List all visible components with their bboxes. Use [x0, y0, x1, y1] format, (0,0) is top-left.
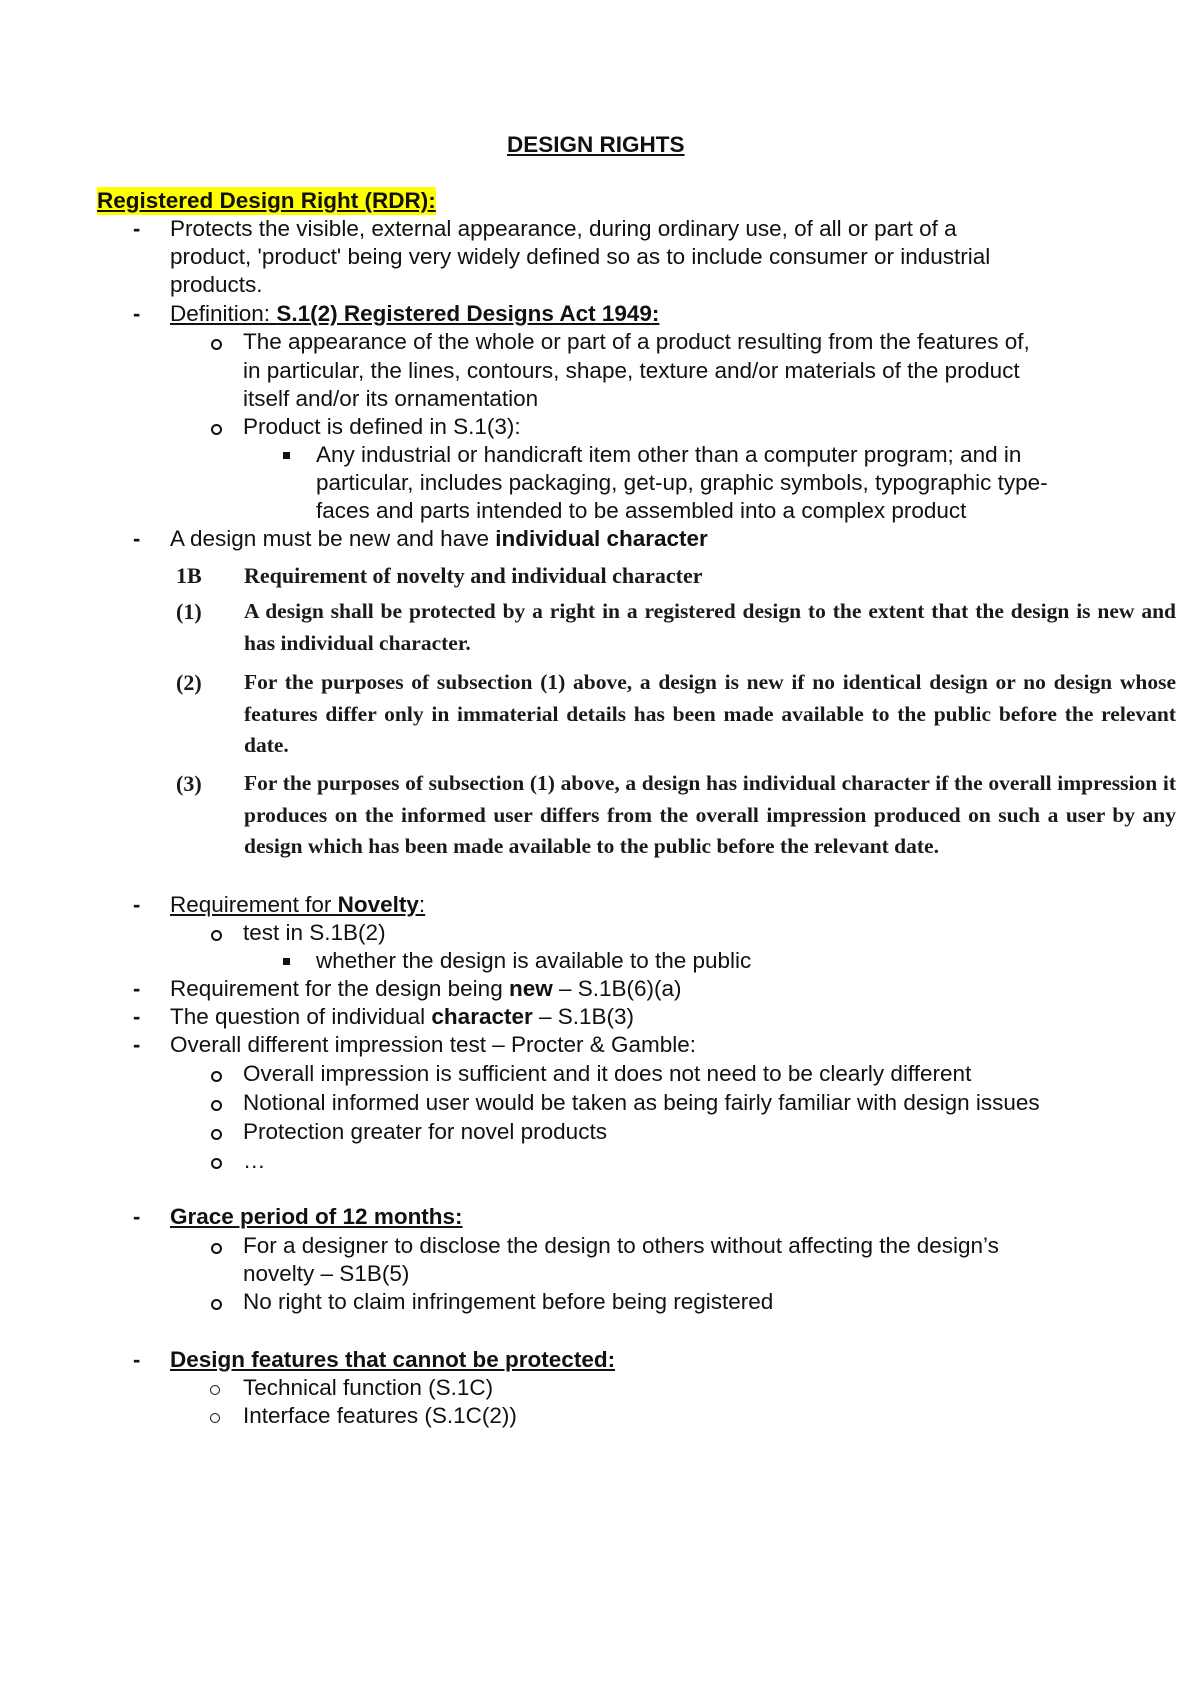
definition-ref: S.1(2) Registered Designs Act 1949: [276, 301, 652, 326]
rdr-item1-line2: product, 'product' being very widely defined so as to include consumer or industrial: [170, 244, 991, 269]
novelty-label: Requirement for: [170, 892, 338, 917]
novelty-colon: :: [418, 892, 426, 917]
circle-bullet: [211, 1158, 222, 1169]
dash-bullet: -: [133, 1204, 141, 1229]
dash-bullet: -: [133, 216, 141, 241]
being-new-line: [170, 975, 682, 1003]
definition-sub2a-line3: faces and parts intended to be assembled into a complex product: [316, 498, 967, 523]
circle-bullet: [211, 1100, 222, 1111]
statute-subsection-number: (1): [176, 599, 202, 624]
overall-sub: Notional informed user would be taken as being fairly familiar with design issues: [243, 1090, 1040, 1115]
page-title: DESIGN RIGHTS: [507, 132, 685, 157]
individual-rest: – S.1B(3): [532, 1004, 635, 1029]
being-new-bold: new: [508, 976, 553, 1001]
hollow-circle-bullet: [210, 1385, 220, 1395]
dash-bullet: -: [133, 526, 141, 551]
dash-bullet: -: [133, 892, 141, 917]
circle-bullet: [211, 1129, 222, 1140]
definition-sub2a-line2: particular, includes packaging, get-up, graphic symbols, typographic type-: [316, 470, 1048, 495]
dash-bullet: -: [133, 976, 141, 1001]
features-sub: Interface features (S.1C(2)): [243, 1403, 517, 1428]
dash-bullet: -: [133, 1347, 141, 1372]
circle-bullet: [211, 339, 222, 350]
circle-bullet: [211, 930, 222, 941]
overall-line: Overall different impression test – Procter & Gamble:: [170, 1032, 697, 1057]
being-new-text: Requirement for the design being: [170, 976, 509, 1001]
novelty-sub1a: whether the design is available to the public: [316, 948, 752, 973]
grace-sub1-line1: For a designer to disclose the design to others without affecting the design’s: [243, 1233, 999, 1258]
being-new-rest: – S.1B(6)(a): [552, 976, 682, 1001]
definition-sub2a-line1: Any industrial or handicraft item other than a computer program; and in: [316, 442, 1022, 467]
dash-bullet: -: [133, 1032, 141, 1057]
circle-bullet: [211, 424, 222, 435]
individual-text: The question of individual: [170, 1004, 432, 1029]
overall-sub: Protection greater for novel products: [243, 1119, 607, 1144]
circle-bullet: [211, 1299, 222, 1310]
rdr-item1-line1: Protects the visible, external appearance, during ordinary use, of all or part of a: [170, 216, 957, 241]
statute-subsection-text: For the purposes of subsection (1) above, a design is new if no identical design or no design whose features differ only in immaterial details has been made available to the public before the relevant date.: [244, 670, 1176, 757]
overall-sub: …: [243, 1148, 266, 1173]
dash-bullet: -: [133, 301, 141, 326]
individual-line: [170, 1003, 634, 1031]
dash-bullet: -: [133, 1004, 141, 1029]
new-character-bold: individual character: [495, 526, 708, 551]
definition-colon: :: [651, 301, 660, 326]
statute-subsection-text: For the purposes of subsection (1) above, a design has individual character if the overall impression it produces on the informed user differs from the overall impression produced on such a user by any design which has been made available to the public before the relevant date.: [244, 771, 1176, 858]
new-character-text: A design must be new and have: [170, 526, 496, 551]
square-bullet: [283, 452, 290, 459]
statute-subsection-text: A design shall be protected by a right in a registered design to the extent that the design is new and has individual character.: [244, 599, 1176, 655]
rdr-heading: Registered Design Right (RDR):: [97, 188, 436, 213]
statute-section-number: 1B: [176, 563, 202, 588]
new-character-line: [170, 525, 708, 553]
features-heading: Design features that cannot be protected:: [170, 1347, 616, 1372]
individual-bold: character: [431, 1004, 533, 1029]
grace-sub2: No right to claim infringement before being registered: [243, 1289, 774, 1314]
definition-sub1-line1: The appearance of the whole or part of a product resulting from the features of,: [243, 329, 1030, 354]
rdr-item1-line3: products.: [170, 272, 263, 297]
novelty-bold: Novelty: [337, 892, 419, 917]
novelty-sub1: test in S.1B(2): [243, 920, 386, 945]
circle-bullet: [211, 1071, 222, 1082]
novelty-line: [170, 891, 425, 919]
definition-sub1-line2: in particular, the lines, contours, shape, texture and/or materials of the product: [243, 358, 1020, 383]
circle-bullet: [211, 1243, 222, 1254]
statute-subsection-number: (3): [176, 771, 202, 796]
grace-sub1-line2: novelty – S1B(5): [243, 1261, 410, 1286]
features-sub: Technical function (S.1C): [243, 1375, 494, 1400]
definition-sub2: Product is defined in S.1(3):: [243, 414, 521, 439]
statute-section-title: Requirement of novelty and individual character: [244, 563, 703, 588]
definition-line: [170, 300, 659, 328]
statute-subsection-number: (2): [176, 670, 202, 695]
hollow-circle-bullet: [210, 1413, 220, 1423]
definition-label: Definition:: [170, 301, 277, 326]
square-bullet: [283, 958, 290, 965]
grace-heading: Grace period of 12 months:: [170, 1204, 463, 1229]
definition-sub1-line3: itself and/or its ornamentation: [243, 386, 539, 411]
overall-sub: Overall impression is sufficient and it does not need to be clearly different: [243, 1061, 972, 1086]
